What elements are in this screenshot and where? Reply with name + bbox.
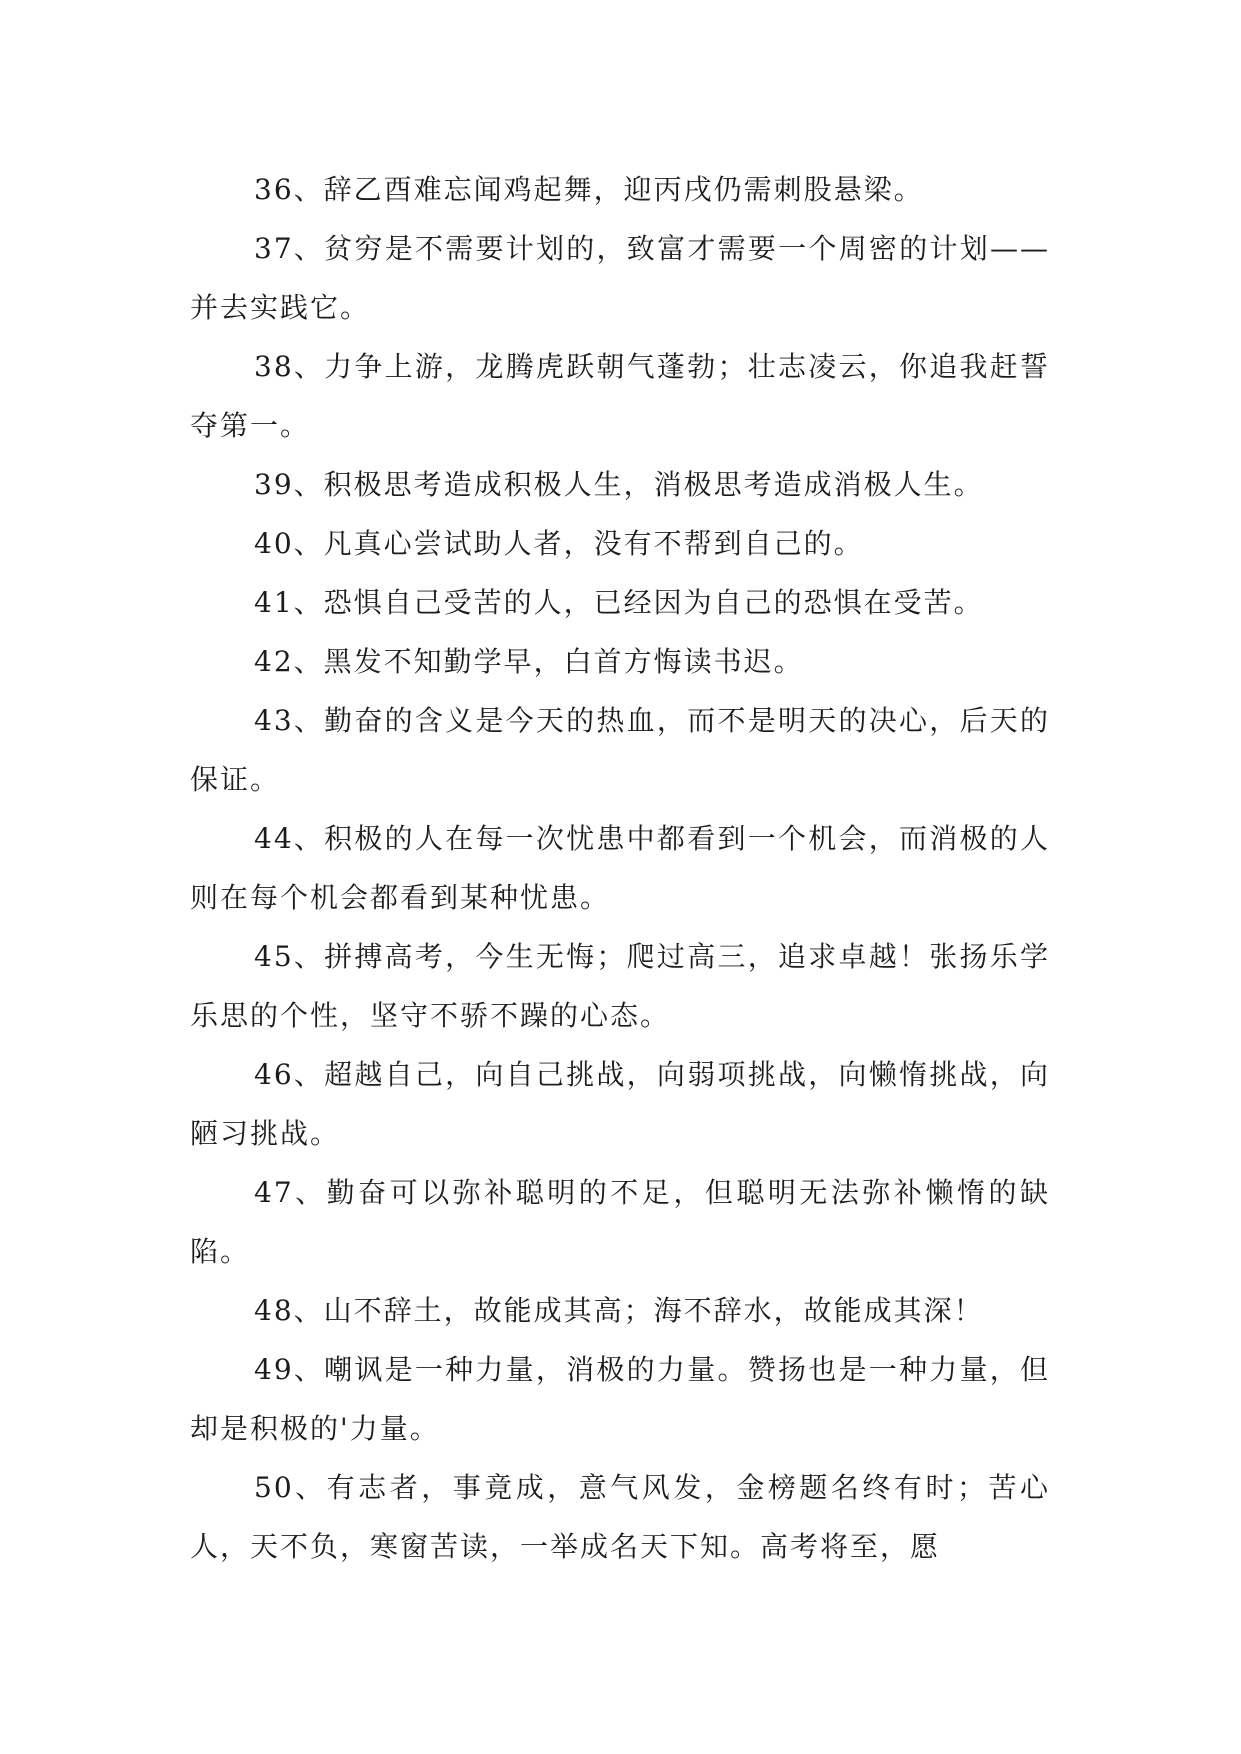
paragraph-36: 36、辞乙酉难忘闻鸡起舞，迎丙戌仍需刺股悬梁。: [254, 173, 924, 206]
paragraph-40: 40、凡真心尝试助人者，没有不帮到自己的。: [254, 527, 864, 560]
paragraph-37: 37、贫穷是不需要计划的，致富才需要一个周密的计划——并去实践它。: [190, 232, 1050, 324]
paragraph-48: 48、山不辞土，故能成其高；海不辞水，故能成其深！: [254, 1294, 984, 1327]
document-body: [190, 160, 1050, 1576]
paragraph-43: 43、勤奋的含义是今天的热血，而不是明天的决心，后天的保证。: [190, 704, 1050, 796]
paragraph-47: 47、勤奋可以弥补聪明的不足，但聪明无法弥补懒惰的缺陷。: [190, 1176, 1050, 1268]
paragraph-39: 39、积极思考造成积极人生，消极思考造成消极人生。: [254, 468, 984, 501]
paragraph-38: 38、力争上游，龙腾虎跃朝气蓬勃；壮志凌云，你追我赶誓夺第一。: [190, 350, 1050, 442]
paragraph-45: 45、拼搏高考，今生无悔；爬过高三，追求卓越！张扬乐学乐思的个性，坚守不骄不躁的心态。: [190, 940, 1050, 1032]
paragraph-41: 41、恐惧自己受苦的人，已经因为自己的恐惧在受苦。: [254, 586, 984, 619]
paragraph-49: 49、嘲讽是一种力量，消极的力量。赞扬也是一种力量，但却是积极的'力量。: [190, 1353, 1050, 1445]
paragraph-50: 50、有志者，事竟成，意气风发，金榜题名终有时；苦心人，天不负，寒窗苦读，一举成名天下知。高考将至，愿: [190, 1471, 1050, 1563]
paragraph-46: 46、超越自己，向自己挑战，向弱项挑战，向懒惰挑战，向陋习挑战。: [190, 1058, 1050, 1150]
paragraph-42: 42、黑发不知勤学早，白首方悔读书迟。: [254, 645, 804, 678]
paragraph-44: 44、积极的人在每一次忧患中都看到一个机会，而消极的人则在每个机会都看到某种忧患。: [190, 822, 1050, 914]
